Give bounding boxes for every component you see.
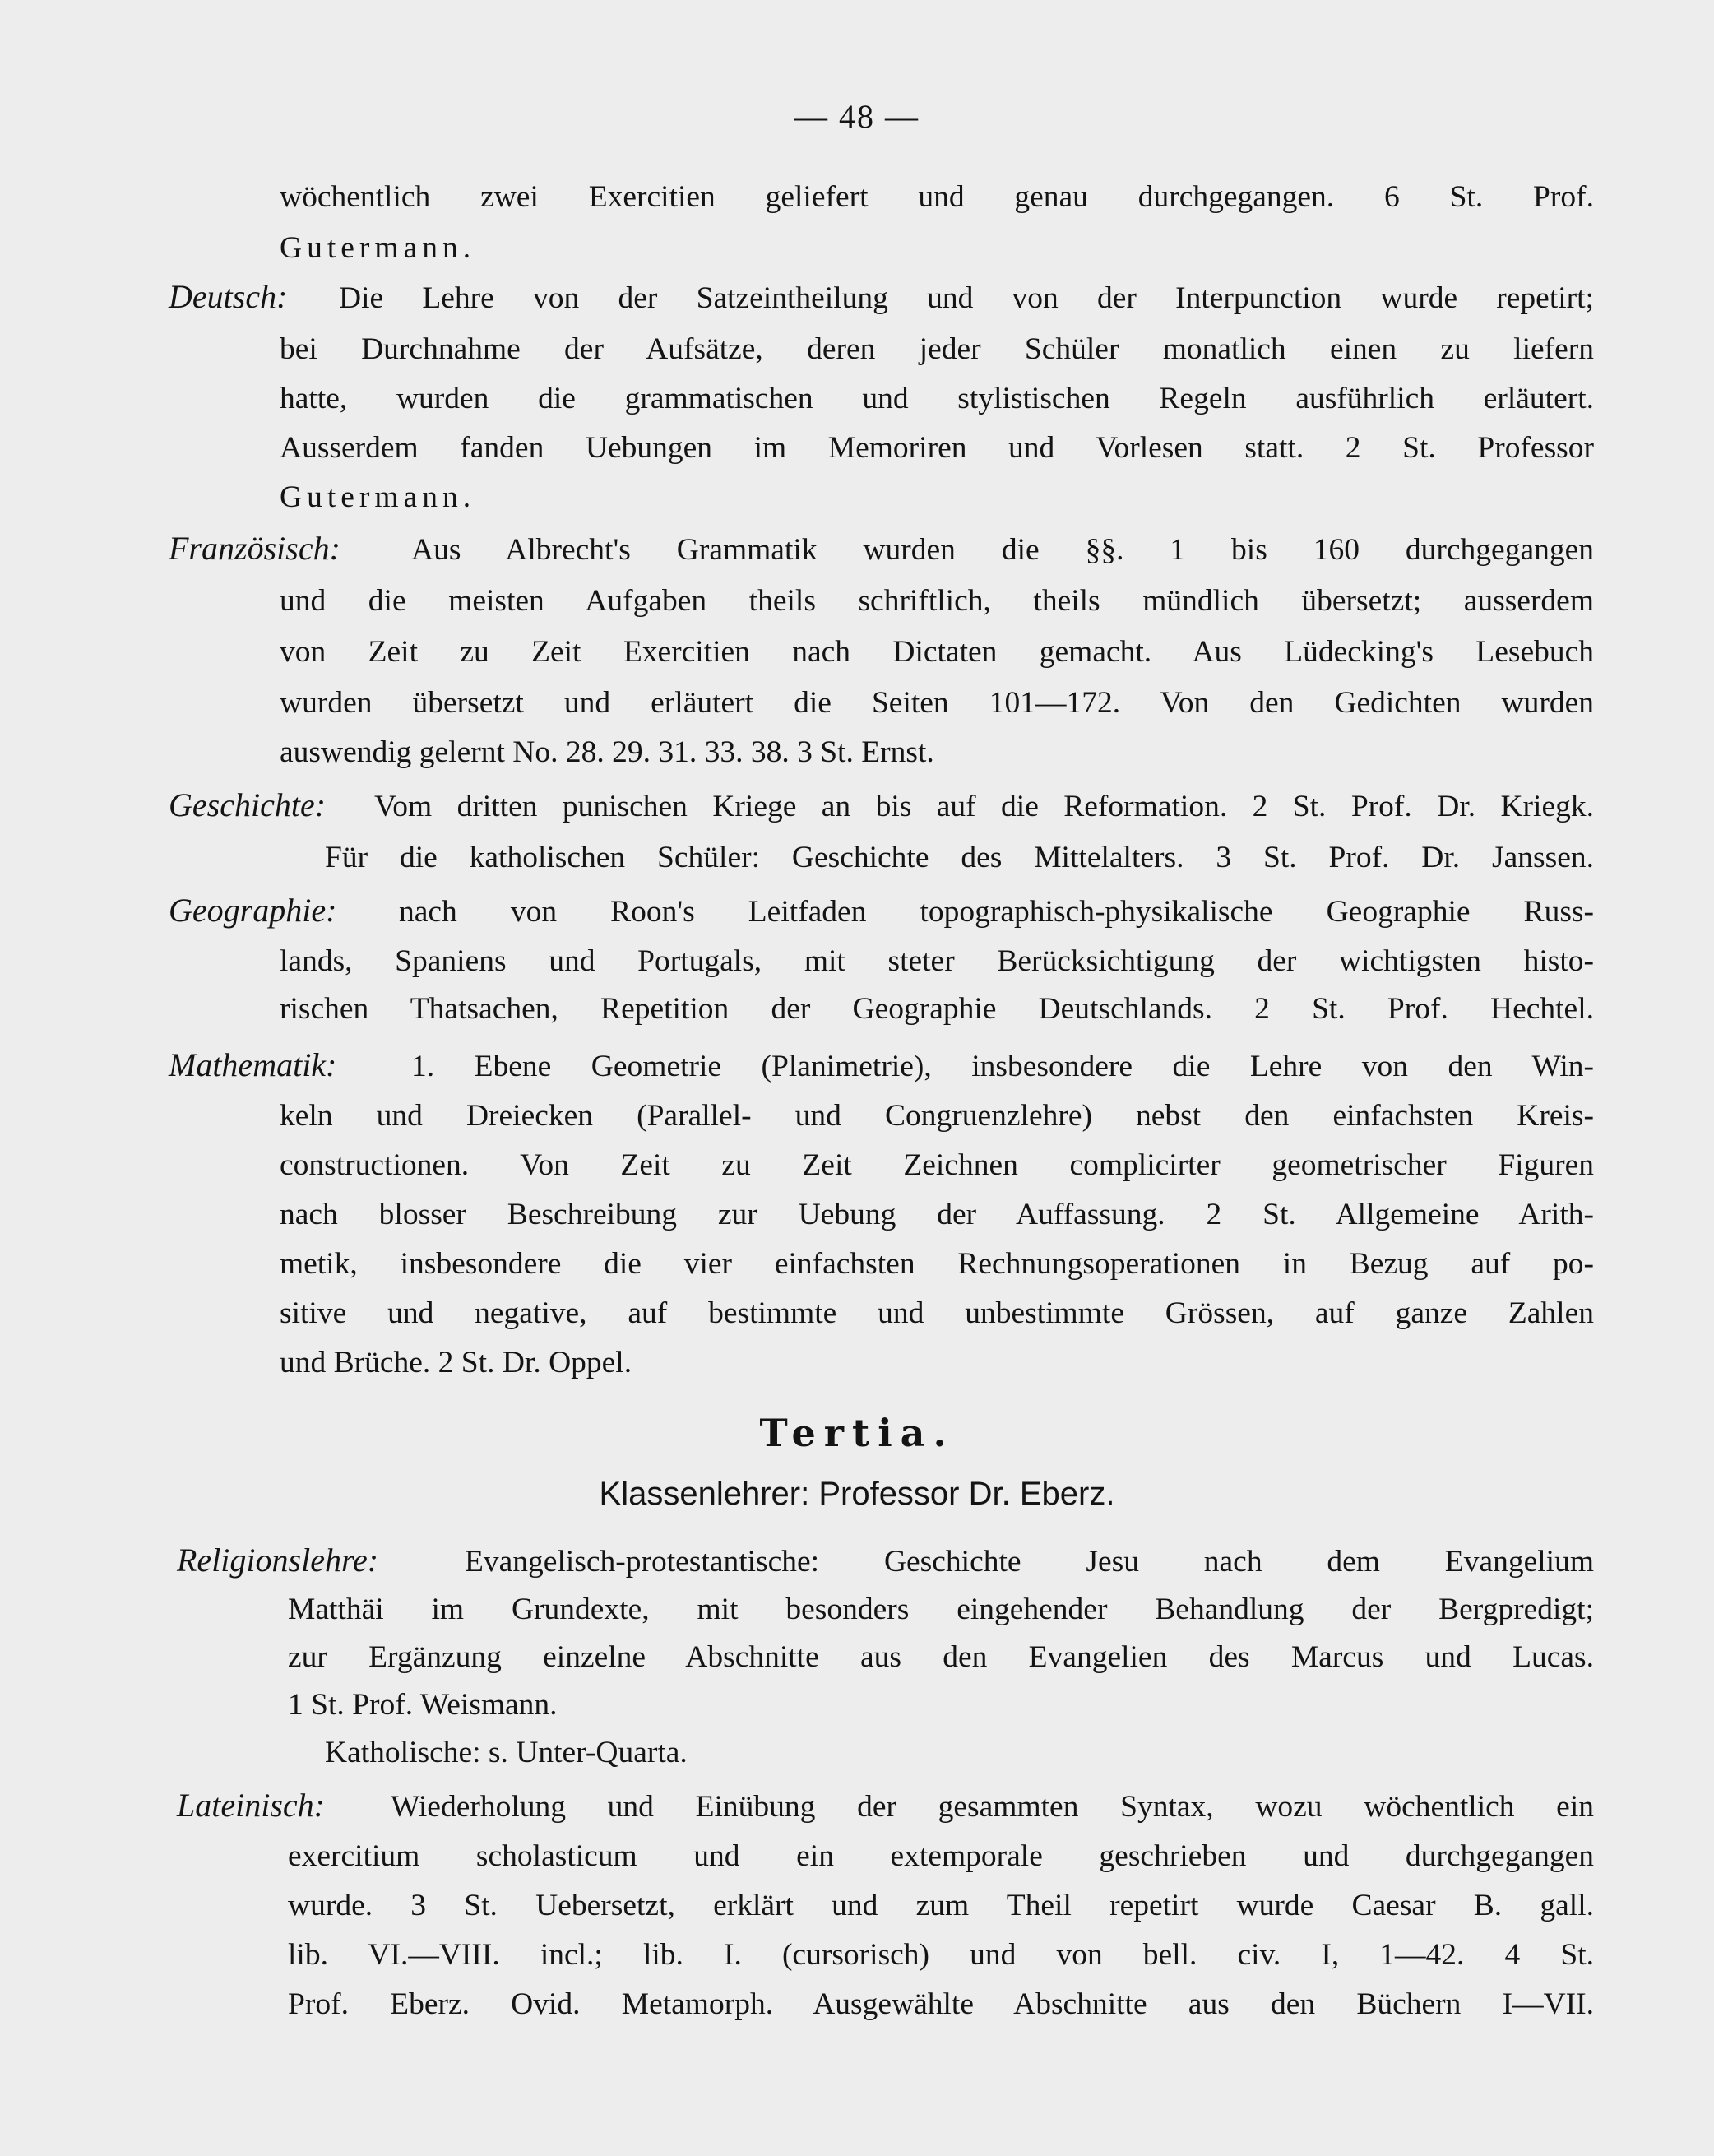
text-line: exercitium scholasticum und ein extemporale geschrieben und durchgegangen [288, 1839, 1594, 1873]
subject-label-geschichte: Geschichte: [169, 786, 327, 823]
text-line: Katholische: s. Unter-Quarta. [325, 1736, 688, 1769]
subject-label-religionslehre: Religionslehre: [177, 1542, 379, 1579]
text-line: Vom dritten punischen Kriege an bis auf die Reformation. 2 St. Prof. Dr. Kriegk. [374, 790, 1594, 823]
text-line: Wiederholung und Einübung der gesammten Syntax, wozu wöchentlich ein [391, 1790, 1594, 1824]
text-line: zur Ergänzung einzelne Abschnitte aus den Evangelien des Marcus und Lucas. [288, 1640, 1594, 1674]
text-line: Matthäi im Grundexte, mit besonders eingehender Behandlung der Bergpredigt; [288, 1593, 1594, 1626]
text-line: bei Durchnahme der Aufsätze, deren jeder Schüler monatlich einen zu liefern [280, 332, 1594, 366]
section-title: Tertia. [759, 1411, 955, 1455]
page-number: — 48 — [794, 98, 920, 135]
text-line: rischen Thatsachen, Repetition der Geographie Deutschlands. 2 St. Prof. Hechtel. [280, 992, 1594, 1026]
text-line: wurden übersetzt und erläutert die Seiten 101—172. Von den Gedichten wurden [280, 686, 1594, 720]
text-line: sitive und negative, auf bestimmte und unbestimmte Grössen, auf ganze Zahlen [280, 1296, 1594, 1330]
text-line: wöchentlich zwei Exercitien geliefert und genau durchgegangen. 6 St. Prof. [280, 180, 1594, 214]
text-line: nach blosser Beschreibung zur Uebung der Auffassung. 2 St. Allgemeine Arith- [280, 1198, 1594, 1231]
subject-label-franzoesisch: Französisch: [169, 530, 340, 567]
text-line: keln und Dreiecken (Parallel- und Congruenzlehre) nebst den einfachsten Kreis- [280, 1099, 1594, 1133]
subject-label-deutsch: Deutsch: [169, 278, 288, 315]
text-line: von Zeit zu Zeit Exercitien nach Dictaten gemacht. Aus Lüdecking's Lesebuch [280, 635, 1594, 669]
text-line: 1 St. Prof. Weismann. [288, 1688, 558, 1722]
text-line: Die Lehre von der Satzeintheilung und von der Interpunction wurde repetirt; [339, 281, 1594, 315]
text-line: lib. VI.—VIII. incl.; lib. I. (cursorisch) und von bell. civ. I, 1—42. 4 St. [288, 1938, 1594, 1972]
text-line: 1. Ebene Geometrie (Planimetrie), insbesondere die Lehre von den Win- [411, 1050, 1594, 1083]
text-line: Evangelisch-protestantische: Geschichte Jesu nach dem Evangelium [465, 1545, 1594, 1579]
text-line: lands, Spaniens und Portugals, mit steter Berücksichtigung der wichtigsten histo- [280, 944, 1594, 978]
text-line: Gutermann. [280, 480, 476, 514]
text-line: Aus Albrecht's Grammatik wurden die §§. 1 bis 160 durchgegangen [411, 533, 1594, 567]
text-line: Ausserdem fanden Uebungen im Memoriren und Vorlesen statt. 2 St. Professor [280, 431, 1594, 465]
text-line: und die meisten Aufgaben theils schriftlich, theils mündlich übersetzt; ausserdem [280, 584, 1594, 618]
text-line: constructionen. Von Zeit zu Zeit Zeichnen complicirter geometrischer Figuren [280, 1148, 1594, 1182]
text-line: nach von Roon's Leitfaden topographisch-physikalische Geographie Russ- [399, 895, 1594, 929]
subject-label-mathematik: Mathematik: [169, 1046, 337, 1083]
text-line: und Brüche. 2 St. Dr. Oppel. [280, 1346, 632, 1379]
text-line: hatte, wurden die grammatischen und stylistischen Regeln ausführlich erläutert. [280, 382, 1594, 415]
text-line: Prof. Eberz. Ovid. Metamorph. Ausgewählte Abschnitte aus den Büchern I—VII. [288, 1987, 1594, 2021]
text-line: wurde. 3 St. Uebersetzt, erklärt und zum Theil repetirt wurde Caesar B. gall. [288, 1889, 1594, 1922]
subject-label-geographie: Geographie: [169, 892, 337, 929]
subject-label-lateinisch: Lateinisch: [177, 1787, 325, 1824]
text-line: Für die katholischen Schüler: Geschichte des Mittelalters. 3 St. Prof. Dr. Janssen. [325, 841, 1594, 874]
text-line: metik, insbesondere die vier einfachsten Rechnungsoperationen in Bezug auf po- [280, 1247, 1594, 1281]
text-line: Gutermann. [280, 231, 476, 265]
text-line: auswendig gelernt No. 28. 29. 31. 33. 38. 3 St. Ernst. [280, 735, 934, 769]
section-subtitle: Klassenlehrer: Professor Dr. Eberz. [599, 1476, 1115, 1512]
